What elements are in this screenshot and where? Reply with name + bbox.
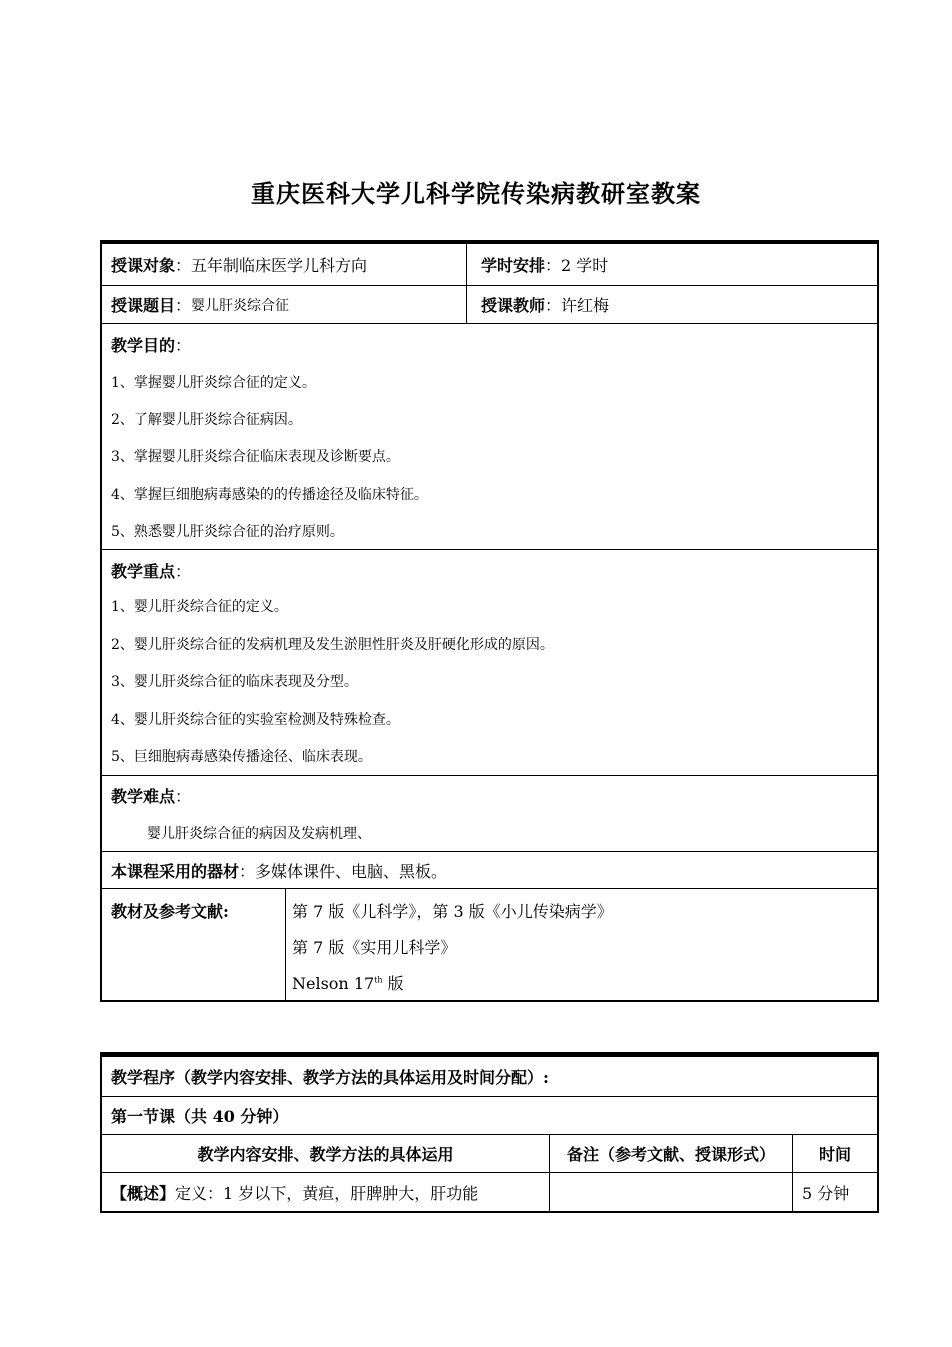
lesson-info-table	[100, 244, 879, 1002]
difficulties-label: 教学难点	[111, 787, 176, 806]
equipment-label: 本课程采用的器材	[111, 861, 240, 881]
column-header-row	[102, 1134, 877, 1172]
reference-item	[292, 971, 404, 994]
table-row	[102, 1172, 877, 1211]
col-content-header: 教学内容安排、教学方法的具体运用	[197, 1145, 454, 1164]
section-row	[102, 1096, 877, 1134]
references-row	[102, 888, 877, 1000]
key-points-section	[102, 549, 877, 775]
key-point-item: 1、婴儿肝炎综合征的定义。	[111, 599, 288, 615]
equipment-cell	[102, 852, 877, 888]
equipment-row	[102, 851, 877, 888]
time-cell: 5 分钟	[802, 1183, 850, 1203]
reference-text: Nelson 17	[292, 974, 375, 993]
colon: ：	[239, 861, 256, 881]
reference-item: 第 7 版《儿科学》，第 3 版《小儿传染病学》	[292, 902, 613, 921]
objective-item: 3、掌握婴儿肝炎综合征临床表现及诊断要点。	[111, 449, 400, 465]
key-point-item: 3、婴儿肝炎综合征的临床表现及分型。	[111, 674, 358, 690]
objective-item: 1、掌握婴儿肝炎综合征的定义。	[111, 375, 316, 391]
reference-item: 第 7 版《实用儿科学》	[292, 938, 457, 957]
colon: ：	[175, 296, 192, 315]
info-row-2	[102, 285, 877, 323]
divider	[466, 286, 467, 323]
divider	[466, 244, 467, 285]
target-cell	[102, 244, 466, 285]
colon: ：	[545, 296, 562, 315]
divider	[285, 889, 286, 1000]
notes-cell	[550, 1173, 792, 1211]
colon: ：	[545, 256, 562, 275]
topic-value: 婴儿肝炎综合征	[191, 297, 290, 314]
hours-value: 2 学时	[561, 256, 609, 275]
teacher-label: 授课教师	[481, 296, 546, 315]
col-time-header: 时间	[818, 1145, 851, 1164]
reference-text: 版	[382, 974, 404, 993]
content-cell	[102, 1173, 549, 1211]
procedure-header: 教学程序（教学内容安排、教学方法的具体运用及时间分配）:	[111, 1068, 549, 1087]
difficulties-heading: 教学难点：	[111, 787, 192, 806]
objectives-label: 教学目的	[111, 336, 176, 355]
objectives-heading: 教学目的：	[111, 336, 192, 355]
objectives-section	[102, 323, 877, 549]
content-text: 定义：1 岁以下，黄疸，肝脾肿大，肝功能	[175, 1183, 479, 1203]
difficulties-section	[102, 775, 877, 851]
target-value: 五年制临床医学儿科方向	[191, 256, 368, 275]
procedure-header-row	[102, 1057, 877, 1096]
references-label-text: 教材及参考文献:	[111, 902, 229, 921]
colon: ：	[175, 256, 192, 275]
key-point-item: 4、婴儿肝炎综合征的实验室检测及特殊检查。	[111, 712, 400, 728]
hours-label: 学时安排	[481, 256, 546, 275]
procedure-table	[100, 1057, 879, 1213]
key-points-heading: 教学重点：	[111, 562, 192, 581]
hours-cell	[472, 244, 877, 285]
topic-cell	[102, 286, 466, 323]
objective-item: 2、了解婴儿肝炎综合征病因。	[111, 412, 302, 428]
reference-superscript: th	[374, 975, 383, 985]
key-point-item: 5、巨细胞病毒感染传播途径、临床表现。	[111, 749, 372, 765]
col-notes-header: 备注（参考文献、授课形式）	[566, 1145, 775, 1164]
page-title: 重庆医科大学儿科学院传染病教研室教案	[251, 179, 701, 208]
objective-item: 5、熟悉婴儿肝炎综合征的治疗原则。	[111, 524, 344, 540]
section-title: 第一节课（共 40 分钟）	[111, 1107, 289, 1126]
teacher-cell	[472, 286, 877, 323]
references-label	[111, 899, 229, 922]
equipment-value: 多媒体课件、电脑、黑板。	[255, 861, 448, 881]
teacher-value: 许红梅	[561, 296, 610, 315]
key-points-label: 教学重点	[111, 562, 176, 581]
key-point-item: 2、婴儿肝炎综合征的发病机理及发生淤胆性肝炎及肝硬化形成的原因。	[111, 637, 554, 653]
info-row-1	[102, 244, 877, 285]
target-label: 授课对象	[111, 256, 176, 275]
objective-item: 4、掌握巨细胞病毒感染的的传播途径及临床特征。	[111, 487, 428, 503]
difficulties-text: 婴儿肝炎综合征的病因及发病机理、	[147, 826, 371, 842]
section-tag: 【概述】	[111, 1183, 176, 1203]
topic-label: 授课题目	[111, 296, 176, 315]
